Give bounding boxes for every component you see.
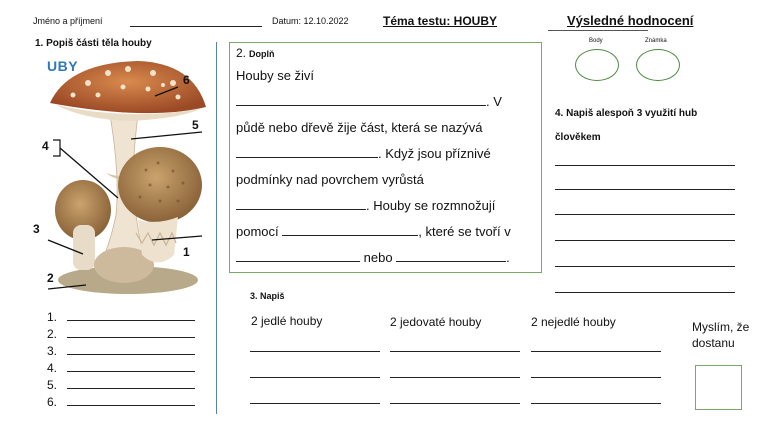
task2-text-6: . Houby se rozmnožují <box>366 198 496 213</box>
task2-line-6 <box>236 193 536 219</box>
edible-line-1[interactable] <box>250 351 380 352</box>
edible-line-2[interactable] <box>250 377 380 378</box>
inedible-line-1[interactable] <box>531 351 661 352</box>
answer-line-1[interactable] <box>67 320 195 321</box>
date-label: Datum: 12.10.2022 <box>272 16 349 26</box>
task3-title: 3. Napiš <box>250 291 285 301</box>
answer-line-3[interactable] <box>67 354 195 355</box>
answer-line-4[interactable] <box>67 371 195 372</box>
callout-3: 3 <box>33 222 40 236</box>
task2-text-7a: pomocí <box>236 224 279 239</box>
use-line-3[interactable] <box>555 214 735 215</box>
callout-4: 4 <box>42 139 49 153</box>
poisonous-line-3[interactable] <box>390 403 520 404</box>
blank-3[interactable] <box>236 197 366 210</box>
inedible-line-2[interactable] <box>531 377 661 378</box>
self-grade-box[interactable] <box>695 365 742 410</box>
task2-text-7b: , které se tvoří v <box>418 224 511 239</box>
answer-line-2[interactable] <box>67 337 195 338</box>
answer-number: 4. <box>47 361 58 375</box>
points-label: Body <box>589 38 603 44</box>
task2-line-3: půdě nebo dřevě žije část, která se nazývá <box>236 120 483 135</box>
task2-number: 2. <box>236 46 247 60</box>
callout-1: 1 <box>183 245 190 259</box>
column-divider <box>216 42 217 414</box>
answer-number: 5. <box>47 378 58 392</box>
task2-text-2: . V <box>486 94 502 109</box>
use-line-1[interactable] <box>555 165 735 166</box>
answer-line-6[interactable] <box>67 405 195 406</box>
use-line-2[interactable] <box>555 189 735 190</box>
answer-number: 2. <box>47 327 58 341</box>
name-label: Jméno a příjmení <box>33 16 103 26</box>
poisonous-line-1[interactable] <box>390 351 520 352</box>
logo-text: UBY <box>47 58 79 74</box>
task2-text-8b: . <box>506 250 510 265</box>
task2-text-8a: nebo <box>363 250 393 265</box>
inedible-line-3[interactable] <box>531 403 661 404</box>
answer-number: 3. <box>47 344 58 358</box>
answer-row-6 <box>47 392 195 409</box>
task1-answer-list <box>47 307 195 409</box>
result-title: Výsledné hodnocení <box>567 13 694 28</box>
task2-text-4: . Když jsou příznivé <box>378 146 491 161</box>
task4-title-1: 4. Napiš alespoň 3 využití hub <box>555 108 698 119</box>
task2-line-8 <box>236 245 536 271</box>
task2-line-1: Houby se živí <box>236 68 315 83</box>
answer-row-2 <box>47 324 195 341</box>
callout-2: 2 <box>47 271 54 285</box>
task2-line-4 <box>236 141 536 167</box>
blank-5[interactable] <box>236 249 360 262</box>
answer-line-5[interactable] <box>67 388 195 389</box>
task2-line-5: podmínky nad povrchem vyrůstá <box>236 172 424 187</box>
answer-row-5 <box>47 375 195 392</box>
self-assess-line2: dostanu <box>692 336 735 350</box>
use-line-6[interactable] <box>555 292 735 293</box>
task3-col2-label: 2 jedovaté houby <box>390 315 482 329</box>
test-title: Téma testu: HOUBY <box>383 14 498 28</box>
task2-heading <box>236 46 275 60</box>
answer-number: 1. <box>47 310 58 324</box>
use-line-5[interactable] <box>555 266 735 267</box>
blank-1[interactable] <box>236 93 486 106</box>
self-assess-line1: Myslím, že <box>692 320 750 334</box>
callout-6: 6 <box>183 73 190 87</box>
answer-number: 6. <box>47 395 58 409</box>
blank-2[interactable] <box>236 145 378 158</box>
blank-6[interactable] <box>396 249 506 262</box>
edible-line-3[interactable] <box>250 403 380 404</box>
task2-title: Doplň <box>249 49 275 59</box>
task2-line-2 <box>236 89 536 115</box>
task1-title: 1. Popiš části těla houby <box>35 38 152 49</box>
answer-row-4 <box>47 358 195 375</box>
grade-label: Známka <box>645 38 667 44</box>
task4-title-2: člověkem <box>555 132 601 143</box>
callout-5: 5 <box>192 118 199 132</box>
poisonous-line-2[interactable] <box>390 377 520 378</box>
answer-row-3 <box>47 341 195 358</box>
task2-line-7 <box>236 219 536 245</box>
task3-col1-label: 2 jedlé houby <box>251 314 323 328</box>
blank-4[interactable] <box>282 223 418 236</box>
task3-col3-label: 2 nejedlé houby <box>531 315 616 329</box>
use-line-4[interactable] <box>555 240 735 241</box>
answer-row-1 <box>47 307 195 324</box>
task2-text <box>236 63 536 271</box>
